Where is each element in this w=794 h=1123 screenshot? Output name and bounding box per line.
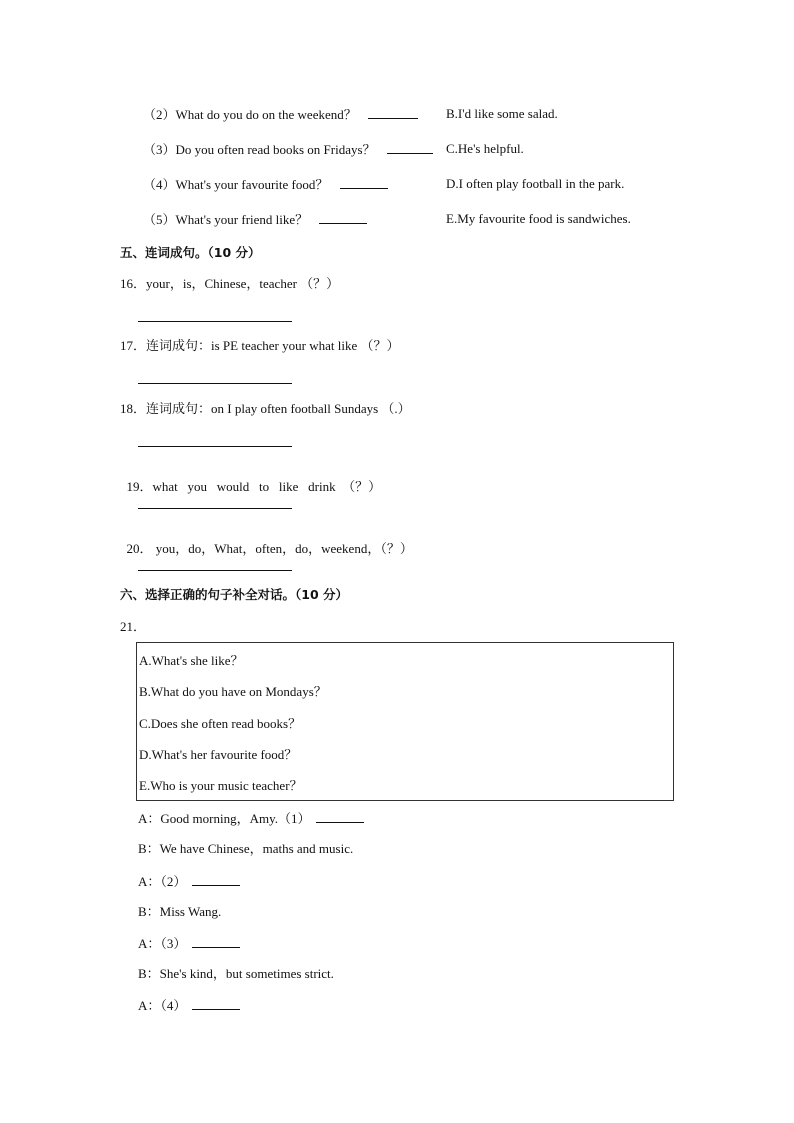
dialogue-line-3: A：（2） xyxy=(138,873,240,890)
option-d: D.What's her favourite food？ xyxy=(139,747,298,762)
answer-blank[interactable] xyxy=(192,873,240,886)
answer-blank[interactable] xyxy=(192,997,240,1010)
matching-question-4: （4）What's your favourite food？ xyxy=(143,176,388,193)
question-20: 20． you，do，What，often，do，weekend，（？） xyxy=(126,541,413,556)
matching-question-2: （2）What do you do on the weekend？ xyxy=(143,106,418,123)
answer-line-18[interactable] xyxy=(138,446,292,447)
section-6-title: 六、选择正确的句子补全对话。（10 分） xyxy=(120,587,348,602)
answer-blank[interactable] xyxy=(387,141,433,154)
answer-line-20[interactable] xyxy=(138,570,292,571)
question-21-number: 21． xyxy=(120,619,147,634)
dialogue-line-4: B：Miss Wang. xyxy=(138,904,222,919)
option-e: E.Who is your music teacher？ xyxy=(139,778,303,793)
question-18: 18．连词成句：on I play often football Sundays （.） xyxy=(120,401,411,416)
answer-line-19[interactable] xyxy=(138,508,292,509)
matching-question-3: （3）Do you often read books on Fridays？ xyxy=(143,141,433,158)
matching-answer-d: D.I often play football in the park. xyxy=(446,176,625,191)
answer-line-17[interactable] xyxy=(138,383,292,384)
answer-blank[interactable] xyxy=(192,935,240,948)
answer-blank[interactable] xyxy=(316,810,364,823)
answer-blank[interactable] xyxy=(368,106,418,119)
dialogue-line-6: B：She's kind，but sometimes strict. xyxy=(138,966,334,981)
matching-answer-c: C.He's helpful. xyxy=(446,141,524,156)
matching-answer-e: E.My favourite food is sandwiches. xyxy=(446,211,631,226)
question-17: 17．连词成句：is PE teacher your what like （？） xyxy=(120,338,400,353)
option-c: C.Does she often read books？ xyxy=(139,716,302,731)
answer-blank[interactable] xyxy=(340,176,388,189)
section-5-title: 五、连词成句。（10 分） xyxy=(120,245,261,260)
matching-question-5: （5）What's your friend like？ xyxy=(143,211,367,228)
question-16: 16．your，is，Chinese，teacher （？） xyxy=(120,276,340,291)
dialogue-line-2: B：We have Chinese，maths and music. xyxy=(138,841,354,856)
matching-answer-b: B.I'd like some salad. xyxy=(446,106,558,121)
answer-blank[interactable] xyxy=(319,211,367,224)
options-box xyxy=(136,642,674,801)
dialogue-line-5: A：（3） xyxy=(138,935,240,952)
answer-line-16[interactable] xyxy=(138,321,292,322)
dialogue-line-1: A：Good morning，Amy.（1） xyxy=(138,810,364,827)
option-a: A.What's she like？ xyxy=(139,653,244,668)
option-b: B.What do you have on Mondays？ xyxy=(139,684,327,699)
question-19: 19．what you would to like drink （？） xyxy=(126,479,382,494)
dialogue-line-7: A：（4） xyxy=(138,997,240,1014)
